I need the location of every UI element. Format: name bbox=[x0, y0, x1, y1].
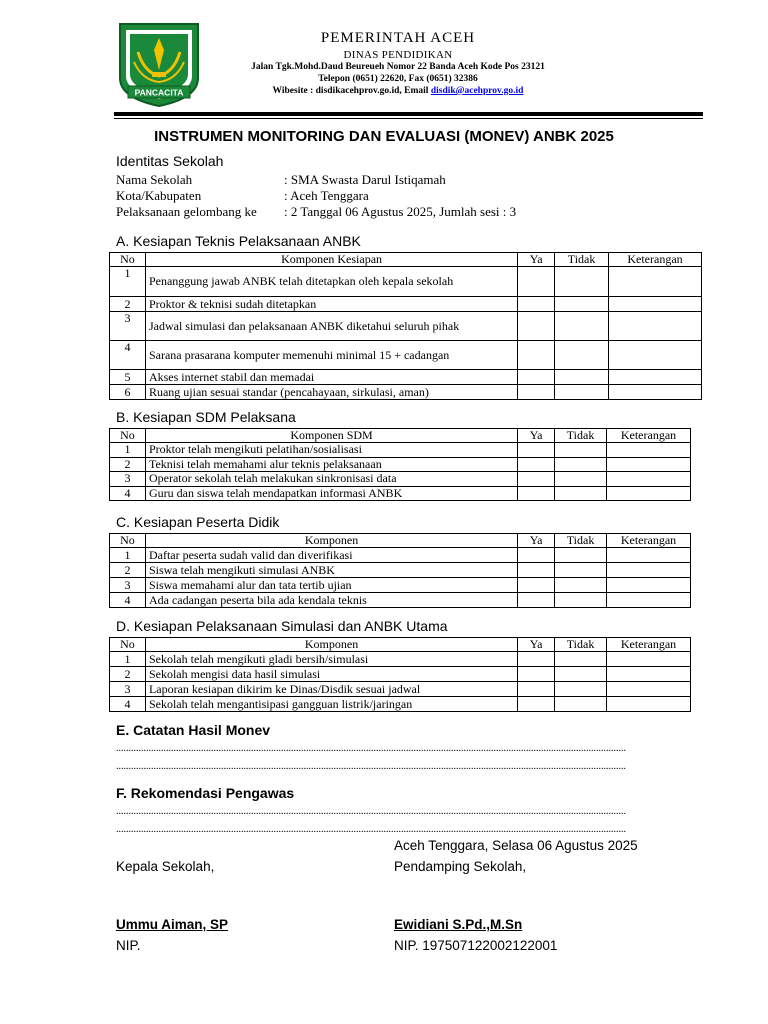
cell-keterangan[interactable] bbox=[609, 297, 702, 312]
row-text: Sekolah telah mengantisipasi gangguan listrik/jaringan bbox=[145, 697, 517, 712]
cell-keterangan[interactable] bbox=[607, 667, 691, 682]
table-row bbox=[110, 652, 691, 667]
table-row bbox=[110, 578, 691, 593]
cell-ya[interactable] bbox=[518, 652, 555, 667]
identity-label: Pelaksanaan gelombang ke bbox=[116, 204, 257, 219]
cell-keterangan[interactable] bbox=[607, 682, 691, 697]
letterhead-rule-thin bbox=[114, 118, 703, 119]
table-row bbox=[110, 312, 702, 341]
col-header-no: No bbox=[110, 534, 146, 548]
cell-ya[interactable] bbox=[518, 472, 555, 487]
cell-ya[interactable] bbox=[518, 457, 555, 472]
cell-tidak[interactable] bbox=[555, 457, 607, 472]
col-header-keterangan: Keterangan bbox=[609, 253, 702, 267]
row-no: 2 bbox=[110, 297, 146, 312]
cell-ya[interactable] bbox=[518, 578, 555, 593]
identity-label: Nama Sekolah bbox=[116, 172, 193, 187]
signature-left-name bbox=[116, 917, 228, 932]
row-text: Sarana prasarana komputer memenuhi minimal 15 + cadangan bbox=[145, 341, 517, 370]
cell-ya[interactable] bbox=[518, 297, 555, 312]
table-row bbox=[110, 548, 691, 563]
row-no: 3 bbox=[110, 682, 146, 697]
row-no: 4 bbox=[110, 341, 146, 370]
col-header-no: No bbox=[110, 638, 146, 652]
identity-value: : SMA Swasta Darul Istiqamah bbox=[284, 172, 446, 187]
table-row bbox=[110, 682, 691, 697]
cell-keterangan[interactable] bbox=[609, 312, 702, 341]
cell-keterangan[interactable] bbox=[609, 267, 702, 297]
row-no: 3 bbox=[110, 472, 146, 487]
table-row bbox=[110, 472, 691, 487]
col-header-keterangan: Keterangan bbox=[607, 638, 691, 652]
cell-keterangan[interactable] bbox=[607, 548, 691, 563]
table-row bbox=[110, 563, 691, 578]
section-b-heading: B. Kesiapan SDM Pelaksana bbox=[116, 409, 296, 425]
col-header-ya: Ya bbox=[518, 253, 555, 267]
row-no: 1 bbox=[110, 652, 146, 667]
row-text: Penanggung jawab ANBK telah ditetapkan oleh kepala sekolah bbox=[145, 267, 517, 297]
cell-ya[interactable] bbox=[518, 370, 555, 385]
cell-keterangan[interactable] bbox=[609, 341, 702, 370]
section-b-table bbox=[109, 428, 691, 501]
logo-text: PANCACITA bbox=[134, 87, 184, 98]
col-header-no: No bbox=[110, 253, 146, 267]
signature-left-nip: NIP. bbox=[116, 938, 141, 953]
signature-right-role: Pendamping Sekolah, bbox=[394, 859, 527, 874]
cell-ya[interactable] bbox=[518, 341, 555, 370]
cell-ya[interactable] bbox=[518, 548, 555, 563]
col-header-keterangan: Keterangan bbox=[607, 534, 691, 548]
cell-keterangan[interactable] bbox=[607, 486, 691, 501]
row-no: 2 bbox=[110, 563, 146, 578]
recommendation-line[interactable]: ............................................................................................................................................................................................................ bbox=[116, 824, 626, 835]
signature-left-name-text: Ummu Aiman, SP bbox=[116, 917, 229, 932]
col-header-tidak: Tidak bbox=[555, 429, 607, 443]
table-row bbox=[110, 297, 702, 312]
notes-line[interactable]: ............................................................................................................................................................................................................ bbox=[116, 743, 626, 754]
cell-keterangan[interactable] bbox=[607, 578, 691, 593]
cell-tidak[interactable] bbox=[555, 486, 607, 501]
row-no: 1 bbox=[110, 443, 146, 458]
signature-right-nip: NIP. 197507122002122001 bbox=[394, 938, 558, 953]
cell-tidak[interactable] bbox=[555, 370, 609, 385]
cell-ya[interactable] bbox=[518, 267, 555, 297]
letterhead-rule-thick bbox=[114, 112, 703, 116]
letterhead-address: Jalan Tgk.Mohd.Daud Beureueh Nomor 22 Banda Aceh Kode Pos 23121 bbox=[251, 62, 545, 72]
row-text: Proktor telah mengikuti pelatihan/sosialisasi bbox=[145, 443, 517, 458]
col-header-ya: Ya bbox=[518, 534, 555, 548]
row-text: Proktor & teknisi sudah ditetapkan bbox=[145, 297, 517, 312]
cell-tidak[interactable] bbox=[555, 548, 607, 563]
row-text: Siswa telah mengikuti simulasi ANBK bbox=[145, 563, 517, 578]
row-text: Jadwal simulasi dan pelaksanaan ANBK diketahui seluruh pihak bbox=[145, 312, 517, 341]
row-no: 5 bbox=[110, 370, 146, 385]
row-no: 1 bbox=[110, 267, 146, 297]
col-header-ya: Ya bbox=[518, 638, 555, 652]
col-header-tidak: Tidak bbox=[555, 534, 607, 548]
notes-line[interactable]: ............................................................................................................................................................................................................ bbox=[116, 761, 626, 772]
col-header-component: Komponen bbox=[145, 638, 517, 652]
row-no: 3 bbox=[110, 578, 146, 593]
cell-tidak[interactable] bbox=[555, 697, 607, 712]
cell-keterangan[interactable] bbox=[607, 652, 691, 667]
section-d-heading: D. Kesiapan Pelaksanaan Simulasi dan ANBK Utama bbox=[116, 618, 448, 634]
row-text: Siswa memahami alur dan tata tertib ujian bbox=[145, 578, 517, 593]
col-header-tidak: Tidak bbox=[555, 638, 607, 652]
identity-heading: Identitas Sekolah bbox=[116, 153, 224, 169]
cell-ya[interactable] bbox=[518, 563, 555, 578]
row-no: 4 bbox=[110, 486, 146, 501]
email-link[interactable]: disdik@acehprov.go.id bbox=[430, 86, 524, 96]
cell-ya[interactable] bbox=[518, 443, 555, 458]
row-no: 4 bbox=[110, 593, 146, 608]
cell-tidak[interactable] bbox=[555, 312, 609, 341]
row-no: 2 bbox=[110, 457, 146, 472]
row-no: 2 bbox=[110, 667, 146, 682]
cell-keterangan[interactable] bbox=[607, 472, 691, 487]
cell-tidak[interactable] bbox=[555, 593, 607, 608]
section-c-heading: C. Kesiapan Peserta Didik bbox=[116, 514, 280, 530]
pancacita-logo bbox=[116, 22, 202, 108]
col-header-component: Komponen SDM bbox=[145, 429, 517, 443]
document-title: INSTRUMEN MONITORING DAN EVALUASI (MONEV) ANBK 2025 bbox=[154, 128, 614, 145]
letterhead-agency: DINAS PENDIDIKAN bbox=[343, 49, 453, 61]
cell-tidak[interactable] bbox=[555, 341, 609, 370]
col-header-component: Komponen bbox=[145, 534, 517, 548]
cell-tidak[interactable] bbox=[555, 652, 607, 667]
table-row bbox=[110, 457, 691, 472]
col-header-tidak: Tidak bbox=[555, 253, 609, 267]
signature-right-name-text: Ewidiani S.Pd.,M.Sn bbox=[394, 917, 523, 932]
table-row bbox=[110, 341, 702, 370]
section-d-table bbox=[109, 637, 691, 712]
cell-tidak[interactable] bbox=[555, 472, 607, 487]
signature-left-role: Kepala Sekolah, bbox=[116, 859, 215, 874]
identity-value: : 2 Tanggal 06 Agustus 2025, Jumlah sesi : 3 bbox=[284, 204, 517, 219]
cell-tidak[interactable] bbox=[555, 578, 607, 593]
cell-keterangan[interactable] bbox=[607, 697, 691, 712]
table-row bbox=[110, 486, 691, 501]
recommendation-line[interactable]: ............................................................................................................................................................................................................ bbox=[116, 806, 626, 817]
table-row bbox=[110, 267, 702, 297]
row-no: 4 bbox=[110, 697, 146, 712]
table-row bbox=[110, 667, 691, 682]
cell-tidak[interactable] bbox=[555, 385, 609, 400]
cell-keterangan[interactable] bbox=[607, 593, 691, 608]
letterhead-web bbox=[200, 86, 596, 96]
col-header-component: Komponen Kesiapan bbox=[145, 253, 517, 267]
letterhead-government: PEMERINTAH ACEH bbox=[320, 30, 476, 46]
cell-ya[interactable] bbox=[518, 312, 555, 341]
row-text: Daftar peserta sudah valid dan diverifikasi bbox=[145, 548, 517, 563]
cell-ya[interactable] bbox=[518, 682, 555, 697]
cell-ya[interactable] bbox=[518, 486, 555, 501]
cell-keterangan[interactable] bbox=[607, 443, 691, 458]
cell-ya[interactable] bbox=[518, 593, 555, 608]
row-text: Guru dan siswa telah mendapatkan informasi ANBK bbox=[145, 486, 517, 501]
cell-tidak[interactable] bbox=[555, 297, 609, 312]
row-text: Ada cadangan peserta bila ada kendala teknis bbox=[145, 593, 517, 608]
col-header-no: No bbox=[110, 429, 146, 443]
section-a-table bbox=[109, 252, 702, 400]
table-row bbox=[110, 385, 702, 400]
signature-place-date: Aceh Tenggara, Selasa 06 Agustus 2025 bbox=[394, 838, 638, 853]
identity-row bbox=[116, 172, 446, 188]
cell-tidak[interactable] bbox=[555, 443, 607, 458]
cell-tidak[interactable] bbox=[555, 563, 607, 578]
row-text: Sekolah telah mengikuti gladi bersih/simulasi bbox=[145, 652, 517, 667]
row-text: Operator sekolah telah melakukan sinkronisasi data bbox=[145, 472, 517, 487]
identity-value: : Aceh Tenggara bbox=[284, 188, 369, 203]
cell-keterangan[interactable] bbox=[607, 457, 691, 472]
row-text: Laporan kesiapan dikirim ke Dinas/Disdik sesuai jadwal bbox=[145, 682, 517, 697]
row-text: Ruang ujian sesuai standar (pencahayaan, sirkulasi, aman) bbox=[145, 385, 517, 400]
section-a-heading: A. Kesiapan Teknis Pelaksanaan ANBK bbox=[116, 233, 361, 249]
table-row bbox=[110, 593, 691, 608]
identity-row bbox=[116, 188, 369, 204]
row-no: 1 bbox=[110, 548, 146, 563]
cell-tidak[interactable] bbox=[555, 267, 609, 297]
signature-right-name bbox=[394, 917, 522, 932]
cell-keterangan[interactable] bbox=[609, 385, 702, 400]
cell-ya[interactable] bbox=[518, 385, 555, 400]
col-header-ya: Ya bbox=[518, 429, 555, 443]
recommendation-heading: F. Rekomendasi Pengawas bbox=[116, 785, 295, 801]
section-c-table bbox=[109, 533, 691, 608]
identity-label: Kota/Kabupaten bbox=[116, 188, 202, 203]
identity-row bbox=[116, 204, 516, 220]
row-no: 6 bbox=[110, 385, 146, 400]
letterhead-phone: Telepon (0651) 22620, Fax (0651) 32386 bbox=[318, 74, 478, 84]
table-row bbox=[110, 443, 691, 458]
cell-tidak[interactable] bbox=[555, 667, 607, 682]
table-row bbox=[110, 370, 702, 385]
cell-keterangan[interactable] bbox=[609, 370, 702, 385]
row-text: Akses internet stabil dan memadai bbox=[145, 370, 517, 385]
row-text: Teknisi telah memahami alur teknis pelaksanaan bbox=[145, 457, 517, 472]
cell-keterangan[interactable] bbox=[607, 563, 691, 578]
cell-tidak[interactable] bbox=[555, 682, 607, 697]
table-row bbox=[110, 697, 691, 712]
notes-heading: E. Catatan Hasil Monev bbox=[116, 722, 271, 738]
letterhead-web-text: Wibesite : disdikacehprov.go.id, Email bbox=[272, 86, 431, 96]
row-no: 3 bbox=[110, 312, 146, 341]
col-header-keterangan: Keterangan bbox=[607, 429, 691, 443]
row-text: Sekolah mengisi data hasil simulasi bbox=[145, 667, 517, 682]
cell-ya[interactable] bbox=[518, 667, 555, 682]
cell-ya[interactable] bbox=[518, 697, 555, 712]
